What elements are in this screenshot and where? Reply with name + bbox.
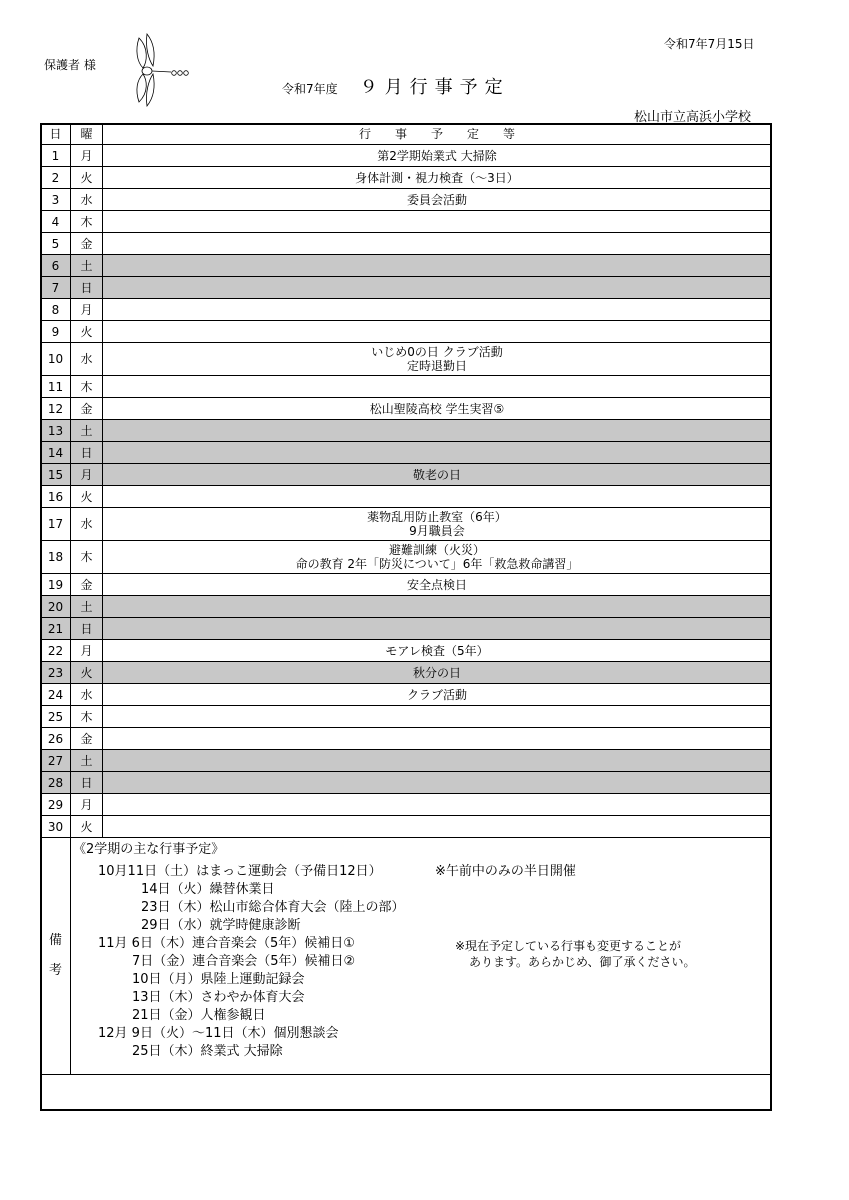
day-number: 30	[41, 816, 71, 838]
weekday: 土	[71, 420, 103, 442]
day-number: 28	[41, 772, 71, 794]
table-row	[41, 442, 772, 464]
event-cell	[103, 541, 772, 574]
event-cell	[103, 211, 772, 233]
event-line: 定時退勤日	[406, 359, 467, 373]
notes-line: 14日（火）繰替休業日	[141, 882, 275, 897]
table-row	[41, 684, 772, 706]
weekday: 日	[71, 618, 103, 640]
day-number: 27	[41, 750, 71, 772]
event-cell	[103, 189, 772, 211]
weekday: 火	[71, 321, 103, 343]
day-number: 16	[41, 486, 71, 508]
event-cell	[103, 750, 772, 772]
event-cell	[103, 706, 772, 728]
day-number: 19	[41, 574, 71, 596]
weekday: 月	[71, 464, 103, 486]
event-line: 第2学期始業式 大掃除	[377, 148, 497, 163]
table-row	[41, 464, 772, 486]
notes-label-1: 備	[48, 933, 62, 948]
notes-line: 10日（月）県陸上運動記録会	[132, 972, 305, 987]
notes-side-note: ※現在予定している行事も変更することが	[455, 939, 682, 953]
day-number: 13	[41, 420, 71, 442]
event-cell	[103, 321, 772, 343]
table-row	[41, 145, 772, 167]
event-cell	[103, 145, 772, 167]
notes-line: 11月 6日（木）連合音楽会（5年）候補日①	[98, 936, 355, 951]
event-cell	[103, 618, 772, 640]
event-line: 避難訓練（火災）	[388, 543, 485, 557]
weekday: 木	[71, 706, 103, 728]
notes-row	[41, 838, 772, 1075]
event-line: 秋分の日	[412, 665, 461, 680]
table-row	[41, 541, 772, 574]
notes-line: 21日（金）人権参観日	[132, 1008, 266, 1023]
event-cell	[103, 486, 772, 508]
event-cell	[103, 772, 772, 794]
event-line: 9月職員会	[409, 524, 465, 538]
weekday: 水	[71, 508, 103, 541]
event-line: モアレ検査（5年）	[385, 643, 489, 658]
day-number: 18	[41, 541, 71, 574]
table-row	[41, 277, 772, 299]
day-number: 6	[41, 255, 71, 277]
event-line: 敬老の日	[412, 467, 461, 482]
notes-side-note: あります。あらかじめ、御了承ください。	[469, 955, 696, 969]
notes-line: 10月11日（土）はまっこ運動会（予備日12日）	[98, 864, 382, 879]
event-cell	[103, 167, 772, 189]
day-number: 20	[41, 596, 71, 618]
event-cell	[103, 662, 772, 684]
notes-line: 29日（水）就学時健康診断	[141, 918, 301, 933]
event-cell	[103, 233, 772, 255]
event-cell	[103, 376, 772, 398]
event-cell	[103, 728, 772, 750]
day-number: 29	[41, 794, 71, 816]
event-cell	[103, 596, 772, 618]
table-row	[41, 189, 772, 211]
day-number: 4	[41, 211, 71, 233]
day-number: 8	[41, 299, 71, 321]
table-row	[41, 486, 772, 508]
title-text: ９月行事予定	[359, 77, 510, 98]
table-row	[41, 376, 772, 398]
notes-line: 7日（金）連合音楽会（5年）候補日②	[132, 954, 356, 969]
table-row	[41, 299, 772, 321]
schedule-table	[40, 123, 772, 1075]
notes-label-2: 考	[48, 963, 62, 978]
event-cell	[103, 277, 772, 299]
table-row	[41, 508, 772, 541]
day-number: 23	[41, 662, 71, 684]
fiscal-year: 令和7年度	[282, 82, 338, 96]
day-number: 25	[41, 706, 71, 728]
header-events: 行 事 予 定 等	[103, 124, 772, 145]
table-row	[41, 420, 772, 442]
weekday: 木	[71, 541, 103, 574]
day-number: 15	[41, 464, 71, 486]
table-row	[41, 750, 772, 772]
day-number: 14	[41, 442, 71, 464]
event-line: 命の教育 2年「防災について」6年「救急救命講習」	[295, 557, 579, 571]
day-number: 2	[41, 167, 71, 189]
recipient: 保護者 様	[44, 58, 96, 72]
table-row	[41, 398, 772, 420]
school-name: 松山市立高浜小学校	[634, 110, 752, 125]
table-row	[41, 640, 772, 662]
notes-line: 25日（木）終業式 大掃除	[132, 1044, 283, 1059]
notes-heading: 《2学期の主な行事予定》	[73, 842, 225, 857]
weekday: 土	[71, 596, 103, 618]
weekday: 金	[71, 398, 103, 420]
weekday: 火	[71, 816, 103, 838]
event-cell	[103, 464, 772, 486]
notes-side-note: ※午前中のみの半日開催	[435, 864, 576, 879]
weekday: 月	[71, 145, 103, 167]
document-title	[282, 73, 510, 99]
table-row	[41, 618, 772, 640]
day-number: 12	[41, 398, 71, 420]
day-number: 9	[41, 321, 71, 343]
event-cell	[103, 255, 772, 277]
weekday: 木	[71, 211, 103, 233]
day-number: 21	[41, 618, 71, 640]
weekday: 水	[71, 684, 103, 706]
day-number: 26	[41, 728, 71, 750]
event-cell	[103, 574, 772, 596]
weekday: 土	[71, 255, 103, 277]
table-header-row	[41, 124, 772, 145]
table-row	[41, 794, 772, 816]
event-cell	[103, 816, 772, 838]
notes-line: 12月 9日（火）～11日（木）個別懇談会	[98, 1026, 339, 1041]
weekday: 金	[71, 728, 103, 750]
weekday: 金	[71, 574, 103, 596]
header-day: 日	[41, 124, 71, 145]
table-row	[41, 728, 772, 750]
weekday: 水	[71, 189, 103, 211]
table-row	[41, 772, 772, 794]
issue-date: 令和7年7月15日	[664, 37, 755, 51]
notes-line: 23日（木）松山市総合体育大会（陸上の部）	[141, 900, 405, 915]
event-line: 安全点検日	[406, 577, 467, 592]
table-row	[41, 233, 772, 255]
notes-line: 13日（木）さわやか体育大会	[132, 990, 305, 1005]
weekday: 月	[71, 794, 103, 816]
day-number: 24	[41, 684, 71, 706]
event-line: 委員会活動	[406, 192, 467, 207]
day-number: 1	[41, 145, 71, 167]
day-number: 11	[41, 376, 71, 398]
weekday: 火	[71, 486, 103, 508]
weekday: 日	[71, 442, 103, 464]
weekday: 月	[71, 299, 103, 321]
event-cell	[103, 343, 772, 376]
header-weekday: 曜	[71, 124, 103, 145]
event-cell	[103, 640, 772, 662]
table-row	[41, 343, 772, 376]
event-line: 松山聖陵高校 学生実習⑤	[369, 401, 505, 416]
day-number: 3	[41, 189, 71, 211]
event-cell	[103, 794, 772, 816]
weekday: 水	[71, 343, 103, 376]
weekday: 土	[71, 750, 103, 772]
weekday: 月	[71, 640, 103, 662]
day-number: 22	[41, 640, 71, 662]
event-cell	[103, 420, 772, 442]
table-row	[41, 255, 772, 277]
weekday: 日	[71, 772, 103, 794]
weekday: 火	[71, 167, 103, 189]
event-line: 薬物乱用防止教室（6年）	[367, 510, 507, 524]
event-cell	[103, 442, 772, 464]
event-line: 身体計測・視力検査（～3日）	[355, 170, 519, 185]
event-cell	[103, 398, 772, 420]
weekday: 日	[71, 277, 103, 299]
event-cell	[103, 684, 772, 706]
day-number: 7	[41, 277, 71, 299]
table-row	[41, 706, 772, 728]
notes-label	[41, 838, 71, 1075]
table-row	[41, 816, 772, 838]
day-number: 10	[41, 343, 71, 376]
table-row	[41, 596, 772, 618]
event-line: クラブ活動	[406, 687, 467, 702]
table-row	[41, 662, 772, 684]
weekday: 木	[71, 376, 103, 398]
weekday: 金	[71, 233, 103, 255]
dragonfly-icon	[127, 30, 199, 110]
weekday: 火	[71, 662, 103, 684]
day-number: 17	[41, 508, 71, 541]
event-line: いじめ0の日 クラブ活動	[371, 345, 503, 359]
notes-body	[71, 838, 772, 1075]
event-cell	[103, 299, 772, 321]
table-row	[41, 211, 772, 233]
table-row	[41, 167, 772, 189]
day-number: 5	[41, 233, 71, 255]
table-row	[41, 321, 772, 343]
event-cell	[103, 508, 772, 541]
table-row	[41, 574, 772, 596]
